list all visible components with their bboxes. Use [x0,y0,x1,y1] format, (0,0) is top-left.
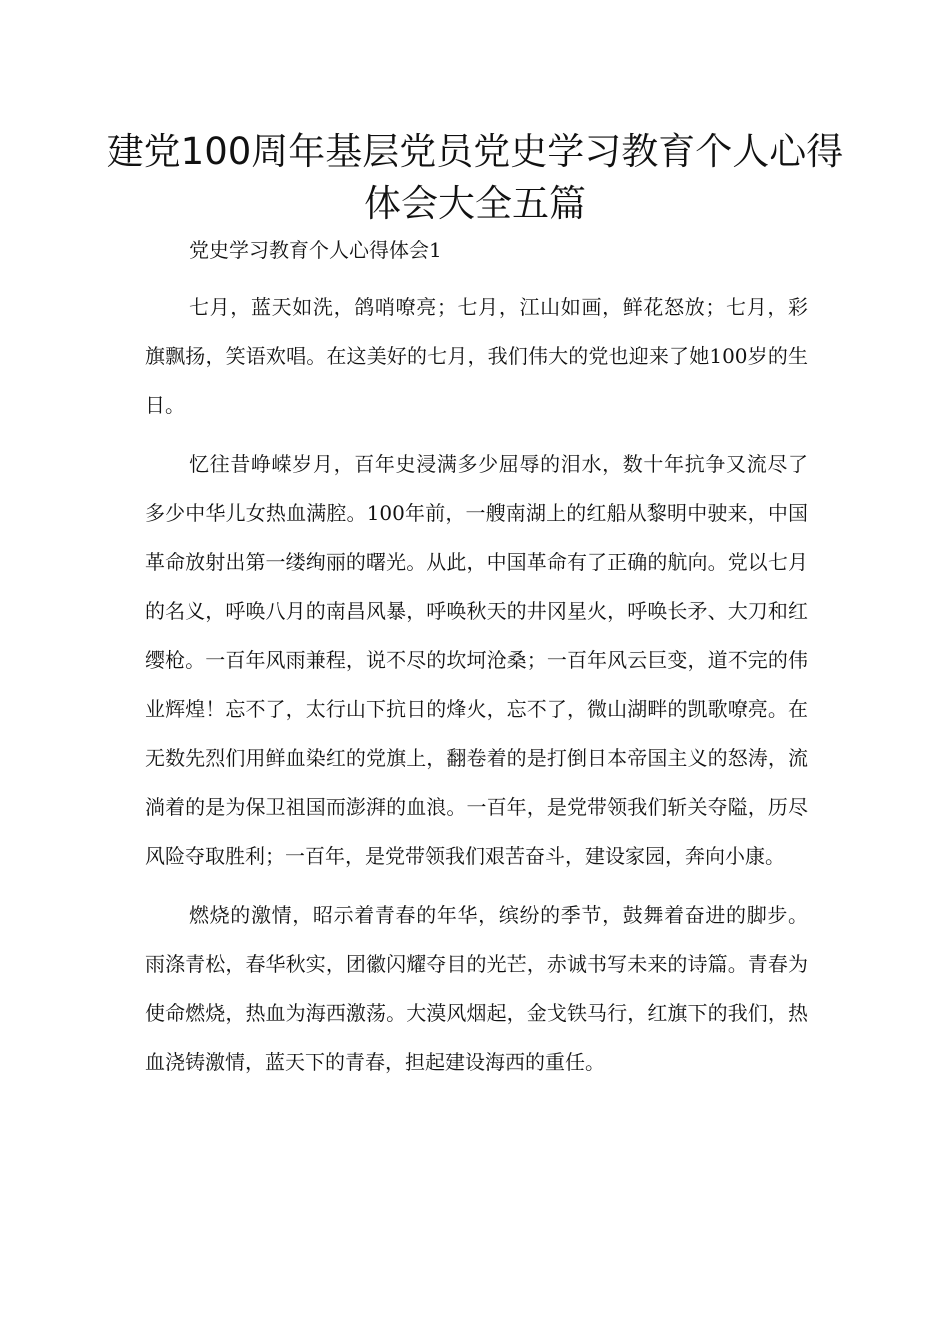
paragraph-2: 忆往昔峥嵘岁月，百年史浸满多少屈辱的泪水，数十年抗争又流尽了多少中华儿女热血满腔。100年前，一艘南湖上的红船从黎明中驶来，中国革命放射出第一缕绚丽的曙光。从此，中国革命有了正确的航向。党以七月的名义，呼唤八月的南昌风暴，呼唤秋天的井冈星火，呼唤长矛、大刀和红缨枪。一百年风雨兼程，说不尽的坎坷沧桑；一百年风云巨变，道不完的伟业辉煌！忘不了，太行山下抗日的烽火，忘不了，微山湖畔的凯歌嘹亮。在无数先烈们用鲜血染红的党旗上，翻卷着的是打倒日本帝国主义的怒涛，流淌着的是为保卫祖国而澎湃的血浪。一百年，是党带领我们斩关夺隘，历尽风险夺取胜利；一百年，是党带领我们艰苦奋斗，建设家园，奔向小康。 [145,452,808,868]
document-body [145,232,808,1087]
section-heading: 党史学习教育个人心得体会1 [189,238,442,262]
document-title: 建党100周年基层党员党史学习教育个人心得体会大全五篇 [106,130,844,225]
paragraph-1: 七月，蓝天如洗，鸽哨嘹亮；七月，江山如画，鲜花怒放；七月，彩旗飘扬，笑语欢唱。在这美好的七月，我们伟大的党也迎来了她100岁的生日。 [145,295,808,417]
paragraph-3: 燃烧的激情，昭示着青春的年华，缤纷的季节，鼓舞着奋进的脚步。雨涤青松，春华秋实，团徽闪耀夺目的光芒，赤诚书写未来的诗篇。青春为使命燃烧，热血为海西激荡。大漠风烟起，金戈铁马行，红旗下的我们，热血浇铸激情，蓝天下的青春，担起建设海西的重任。 [145,903,808,1074]
